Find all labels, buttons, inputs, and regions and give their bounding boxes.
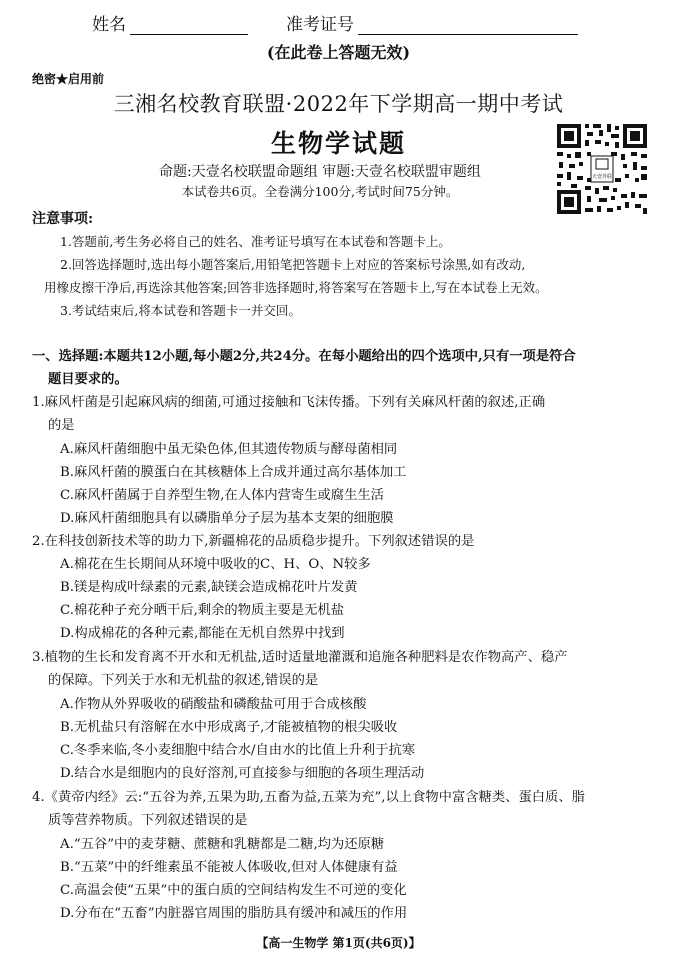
exam-number-field <box>286 10 578 35</box>
exam-number-underline <box>358 14 578 35</box>
notice-item-2: 2.回答选择题时,选出每小题答案后,用铅笔把答题卡上对应的答案标号涂黑,如有改动, <box>60 257 526 272</box>
question-4-option-d: D.分布在“五畜”内脏器官周围的脂肪具有缓冲和减压的作用 <box>60 906 408 921</box>
question-3-option-c: C.冬季来临,冬小麦细胞中结合水/自由水的比值上升利于抗寒 <box>60 743 416 758</box>
section-heading-line1: 一、选择题:本题共12小题,每小题2分,共24分。在每小题给出的四个选项中,只有一项是符合 <box>32 349 576 364</box>
invalid-note: (在此卷上答题无效) <box>266 43 411 62</box>
section-heading <box>32 345 652 391</box>
question-3-option-b: B.无机盐只有溶解在水中形成离子,才能被植物的根尖吸收 <box>60 720 398 735</box>
qr-logo-text: 天壹外联 <box>591 174 613 180</box>
name-underline <box>130 14 248 35</box>
notice-item-3: 3.考试结束后,将本试卷和答题卡一并交回。 <box>60 303 301 318</box>
question-3-stem: 3.植物的生长和发育离不开水和无机盐,适时适量地灌溉和追施各种肥料是农作物高产、稳产 的保障。下列关于水和无机盐的叙述,错误的是 <box>32 650 568 689</box>
question-1-option-b: B.麻风杆菌的膜蛋白在其核糖体上合成并通过高尔基体加工 <box>60 465 407 480</box>
page-footer: 【高一生物学 第1页(共6页)】 <box>256 936 421 950</box>
notice-item-2-cont: 用橡皮擦干净后,再选涂其他答案;回答非选择题时,将答案写在答题卡上,写在本试卷上无效。 <box>44 280 548 295</box>
question-4-option-c: C.高温会使“五果”中的蛋白质的空间结构发生不可逆的变化 <box>60 883 407 898</box>
question-1-stem: 1.麻风杆菌是引起麻风病的细菌,可通过接触和飞沫传播。下列有关麻风杆菌的叙述,正确 的是 <box>32 395 546 434</box>
name-field <box>92 10 248 35</box>
notice-item-1: 1.答题前,考生务必将自己的姓名、准考证号填写在本试卷和答题卡上。 <box>60 234 451 249</box>
question-1-option-c: C.麻风杆菌属于自养型生物,在人体内营寄生或腐生生活 <box>60 488 384 503</box>
question-3-option-d: D.结合水是细胞内的良好溶剂,可直接参与细胞的各项生理活动 <box>60 766 425 781</box>
question-4-option-a: A.“五谷”中的麦芽糖、蔗糖和乳糖都是二糖,均为还原糖 <box>60 837 385 852</box>
question-1-option-d: D.麻风杆菌细胞具有以磷脂单分子层为基本支架的细胞膜 <box>60 511 394 526</box>
question-2-stem: 2.在科技创新技术等的助力下,新疆棉花的品质稳步提升。下列叙述错误的是 <box>32 534 475 549</box>
question-2-option-d: D.构成棉花的各种元素,都能在无机自然界中找到 <box>60 626 345 641</box>
question-4-option-b: B.“五菜”中的纤维素虽不能被人体吸收,但对人体健康有益 <box>60 860 398 875</box>
exam-number-label: 准考证号 <box>286 15 354 35</box>
subject-title: 生物学试题 <box>270 129 406 158</box>
qr-code-icon <box>555 122 649 216</box>
secret-label: 绝密★启用前 <box>32 72 105 86</box>
question-1-option-a: A.麻风杆菌细胞中虽无染色体,但其遗传物质与酵母菌相同 <box>60 442 398 457</box>
exam-info: 本试卷共6页。全卷满分100分,考试时间75分钟。 <box>181 184 459 199</box>
question-4-stem: 4.《黄帝内经》云:“五谷为养,五果为助,五畜为益,五菜为充”,以上食物中富含糖类、蛋白质、脂 质等营养物质。下列叙述错误的是 <box>32 790 585 829</box>
question-3-option-a: A.作物从外界吸收的硝酸盐和磷酸盐可用于合成核酸 <box>60 697 367 712</box>
authors-line: 命题:天壹名校联盟命题组 审题:天壹名校联盟审题组 <box>159 164 481 180</box>
name-label: 姓名 <box>92 15 126 35</box>
question-2-option-a: A.棉花在生长期间从环境中吸收的C、H、O、N较多 <box>60 557 371 572</box>
question-2-option-b: B.镁是构成叶绿素的元素,缺镁会造成棉花叶片发黄 <box>60 580 358 595</box>
notice-title: 注意事项: <box>32 211 94 227</box>
question-2-option-c: C.棉花种子充分晒干后,剩余的物质主要是无机盐 <box>60 603 345 618</box>
section-heading-line2: 题目要求的。 <box>48 372 128 387</box>
union-title: 三湘名校教育联盟·2022年下学期高一期中考试 <box>113 92 564 116</box>
